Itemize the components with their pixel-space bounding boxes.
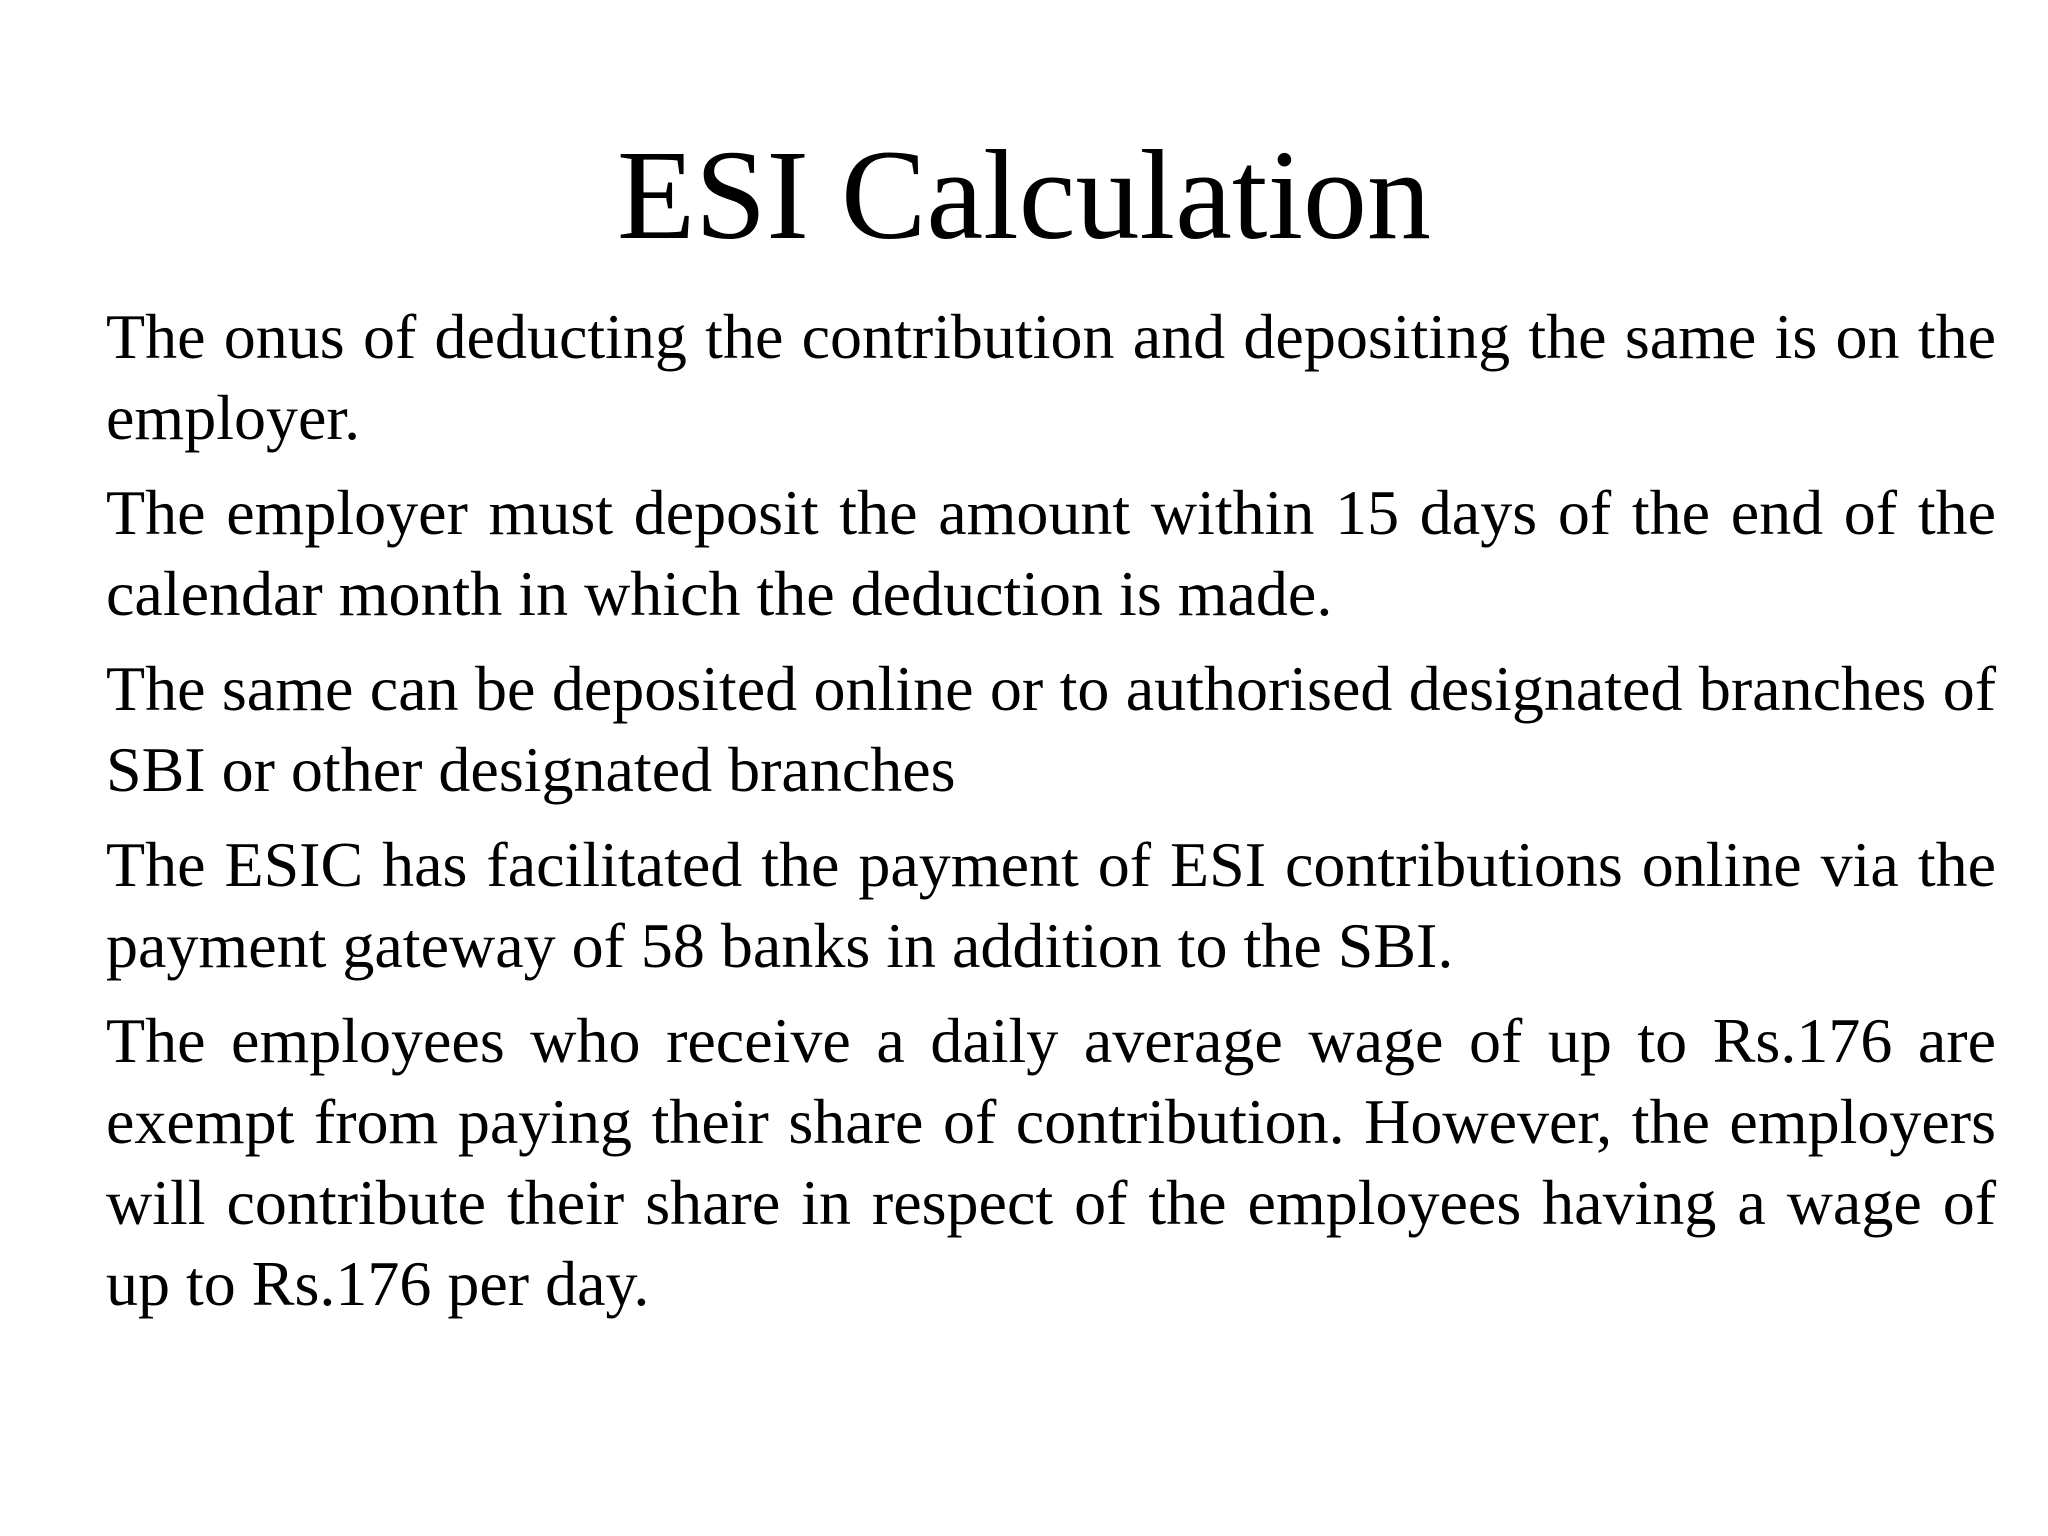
- paragraph-online-payment: The ESIC has facilitated the payment of ESI contributions online via the payment gateway of 58 banks in addition to the SBI.: [106, 829, 1996, 981]
- paragraph-deposit-methods: The same can be deposited online or to authorised designated branches of SBI or other designated branches: [106, 653, 1996, 805]
- paragraph-exemption: The employees who receive a daily average wage of up to Rs.176 are exempt from paying their share of contribution. However, the employers will contribute their share in respect of the employees having a wage of up to Rs.176 per day.: [106, 1005, 1996, 1319]
- paragraph-deposit-deadline: The employer must deposit the amount within 15 days of the end of the calendar month in which the deduction is made.: [106, 477, 1996, 629]
- paragraph-employer-onus: The onus of deducting the contribution and depositing the same is on the employer.: [106, 301, 1996, 453]
- slide-title: ESI Calculation: [616, 124, 1432, 266]
- slide-body: [106, 296, 1996, 1338]
